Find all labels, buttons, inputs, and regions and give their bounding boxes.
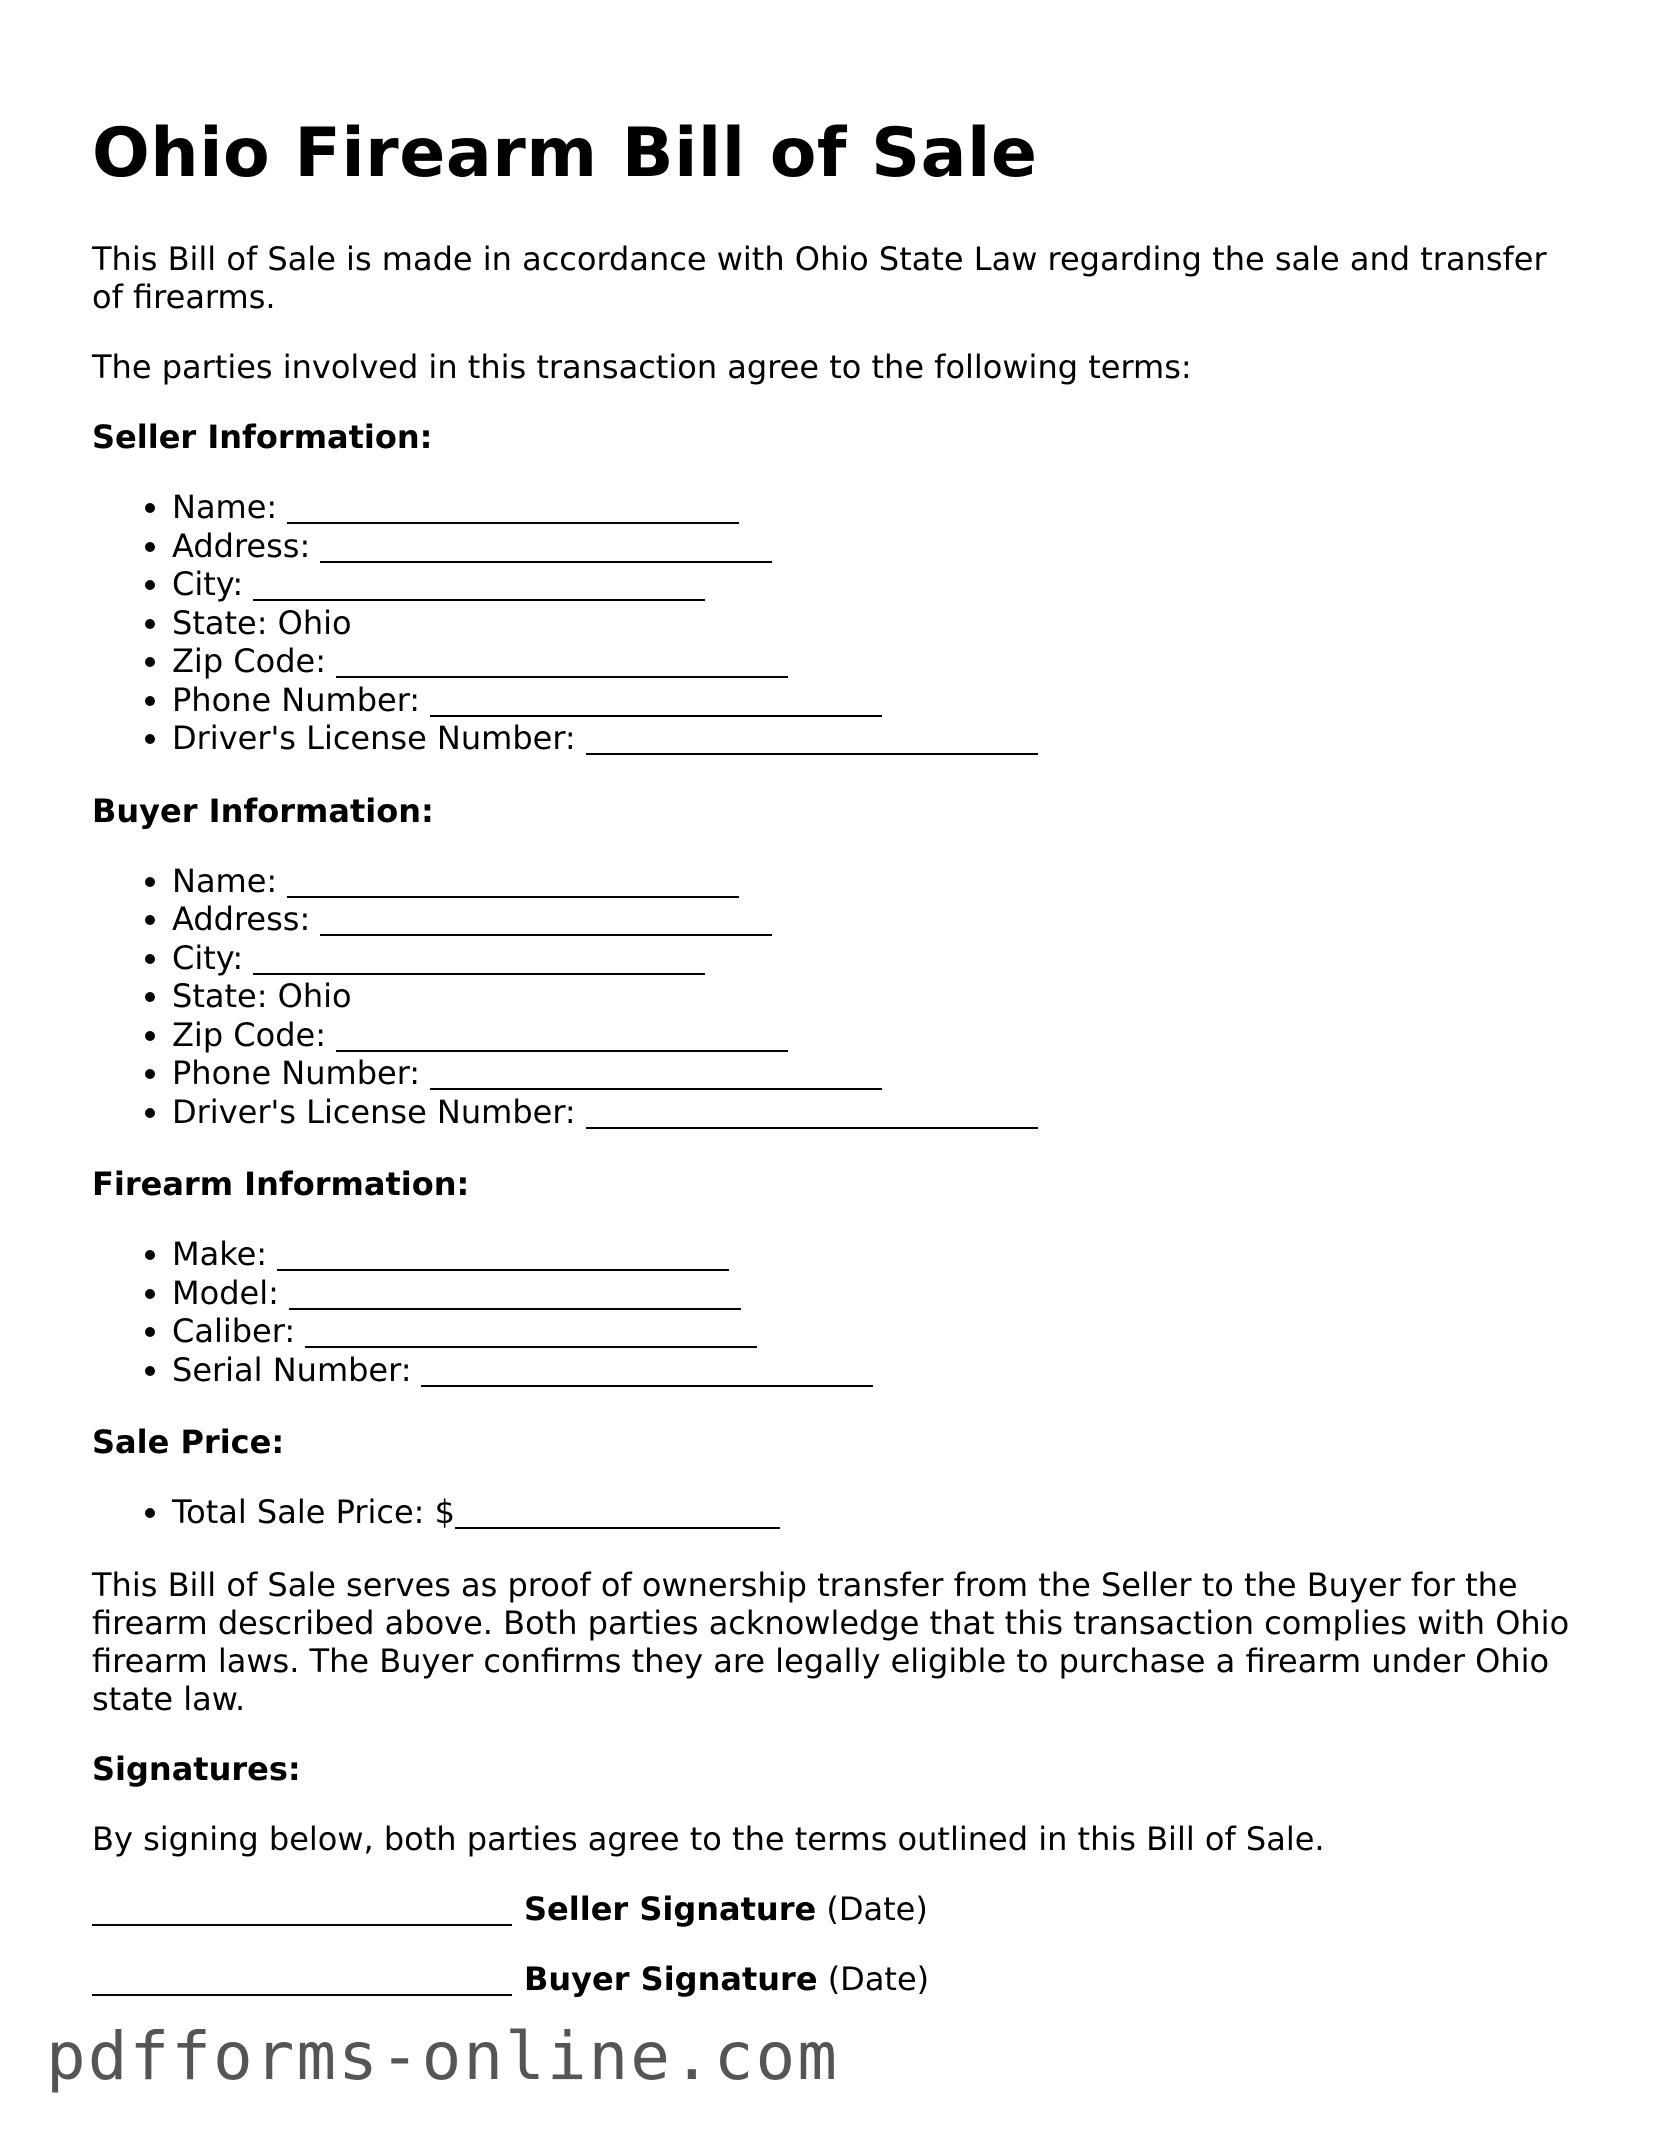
firearm-model-blank[interactable]	[289, 1278, 741, 1310]
buyer-phone-item	[172, 1054, 1572, 1093]
document-title: Ohio Firearm Bill of Sale	[92, 114, 1038, 193]
seller-phone-blank[interactable]	[430, 685, 882, 717]
signatures-heading: Signatures:	[92, 1749, 301, 1788]
seller-license-item	[172, 719, 1572, 758]
buyer-name-item	[172, 862, 1572, 901]
seller-phone-item	[172, 681, 1572, 720]
document-page	[92, 108, 1572, 2030]
buyer-phone-label: Phone Number:	[172, 1054, 421, 1092]
seller-signature-blank[interactable]	[92, 1894, 512, 1926]
firearm-model-label: Model:	[172, 1273, 279, 1312]
firearm-heading: Firearm Information:	[92, 1165, 470, 1203]
sale-total-item	[172, 1493, 1572, 1532]
signatures-statement: By signing below, both parties agree to the terms outlined in this Bill of Sale.	[92, 1819, 1325, 1858]
buyer-address-blank[interactable]	[320, 904, 772, 936]
seller-fields-list	[92, 488, 1572, 758]
buyer-license-item	[172, 1093, 1572, 1132]
buyer-address-label: Address:	[172, 900, 311, 938]
buyer-phone-blank[interactable]	[430, 1058, 882, 1090]
buyer-name-blank[interactable]	[287, 866, 739, 898]
firearm-model-item	[172, 1274, 1572, 1313]
firearm-caliber-label: Caliber:	[172, 1312, 296, 1350]
seller-name-label: Name:	[172, 488, 278, 526]
buyer-license-blank[interactable]	[586, 1097, 1038, 1129]
seller-state-item	[172, 604, 1572, 643]
buyer-city-item	[172, 939, 1572, 978]
seller-license-label: Driver's License Number:	[172, 719, 576, 757]
buyer-signature-label: Buyer Signature	[524, 1959, 818, 1998]
seller-heading: Seller Information:	[92, 418, 433, 456]
buyer-signature-line	[92, 1960, 1572, 1998]
buyer-state-label: State: Ohio	[172, 977, 352, 1015]
seller-state-label: State: Ohio	[172, 603, 352, 642]
watermark-text: pdfforms-online.com	[46, 2018, 839, 2095]
firearm-make-item	[172, 1235, 1572, 1274]
seller-zip-label: Zip Code:	[172, 642, 326, 680]
buyer-city-label: City:	[172, 938, 244, 977]
firearm-serial-label: Serial Number:	[172, 1350, 412, 1389]
buyer-zip-blank[interactable]	[336, 1020, 788, 1052]
buyer-heading: Buyer Information:	[92, 791, 434, 830]
firearm-caliber-blank[interactable]	[305, 1316, 757, 1348]
buyer-date-note: (Date)	[827, 1959, 930, 1998]
buyer-signature-blank[interactable]	[92, 1964, 512, 1996]
seller-date-note: (Date)	[826, 1889, 928, 1928]
intro-paragraph: This Bill of Sale is made in accordance with Ohio State Law regarding the sale and transfer of firearms.	[92, 240, 1547, 316]
seller-signature-label: Seller Signature	[524, 1889, 817, 1928]
sale-heading: Sale Price:	[92, 1423, 285, 1461]
firearm-serial-blank[interactable]	[421, 1355, 873, 1387]
buyer-zip-item	[172, 1016, 1572, 1055]
seller-license-blank[interactable]	[586, 723, 1038, 755]
firearm-make-label: Make:	[172, 1235, 268, 1273]
seller-city-label: City:	[172, 565, 244, 603]
seller-name-blank[interactable]	[287, 492, 739, 524]
firearm-serial-item	[172, 1351, 1572, 1390]
seller-name-item	[172, 488, 1572, 527]
seller-address-item	[172, 527, 1572, 566]
firearm-caliber-item	[172, 1312, 1572, 1351]
sale-total-label: Total Sale Price: $	[172, 1493, 455, 1531]
buyer-zip-label: Zip Code:	[172, 1015, 326, 1054]
seller-phone-label: Phone Number:	[172, 680, 421, 719]
transfer-statement: This Bill of Sale serves as proof of ownership transfer from the Seller to the Buyer for the firearm described above. Both parties acknowledge that this transaction complies with Ohio firearm laws. The Buyer confirms they are legally eligible to purchase a firearm under Ohio state law.	[92, 1565, 1570, 1718]
sale-fields-list	[92, 1493, 1572, 1532]
seller-signature-line	[92, 1890, 1572, 1928]
seller-city-blank[interactable]	[253, 569, 705, 601]
seller-address-blank[interactable]	[320, 531, 772, 563]
firearm-make-blank[interactable]	[277, 1239, 729, 1271]
buyer-license-label: Driver's License Number:	[172, 1092, 576, 1131]
buyer-city-blank[interactable]	[253, 943, 705, 975]
buyer-address-item	[172, 900, 1572, 939]
sale-total-blank[interactable]	[455, 1497, 780, 1529]
seller-zip-blank[interactable]	[336, 646, 788, 678]
buyer-state-item	[172, 977, 1572, 1016]
buyer-fields-list	[92, 862, 1572, 1132]
buyer-name-label: Name:	[172, 861, 278, 900]
seller-city-item	[172, 565, 1572, 604]
parties-statement: The parties involved in this transaction agree to the following terms:	[92, 348, 1192, 386]
seller-zip-item	[172, 642, 1572, 681]
seller-address-label: Address:	[172, 526, 311, 565]
firearm-fields-list	[92, 1235, 1572, 1389]
